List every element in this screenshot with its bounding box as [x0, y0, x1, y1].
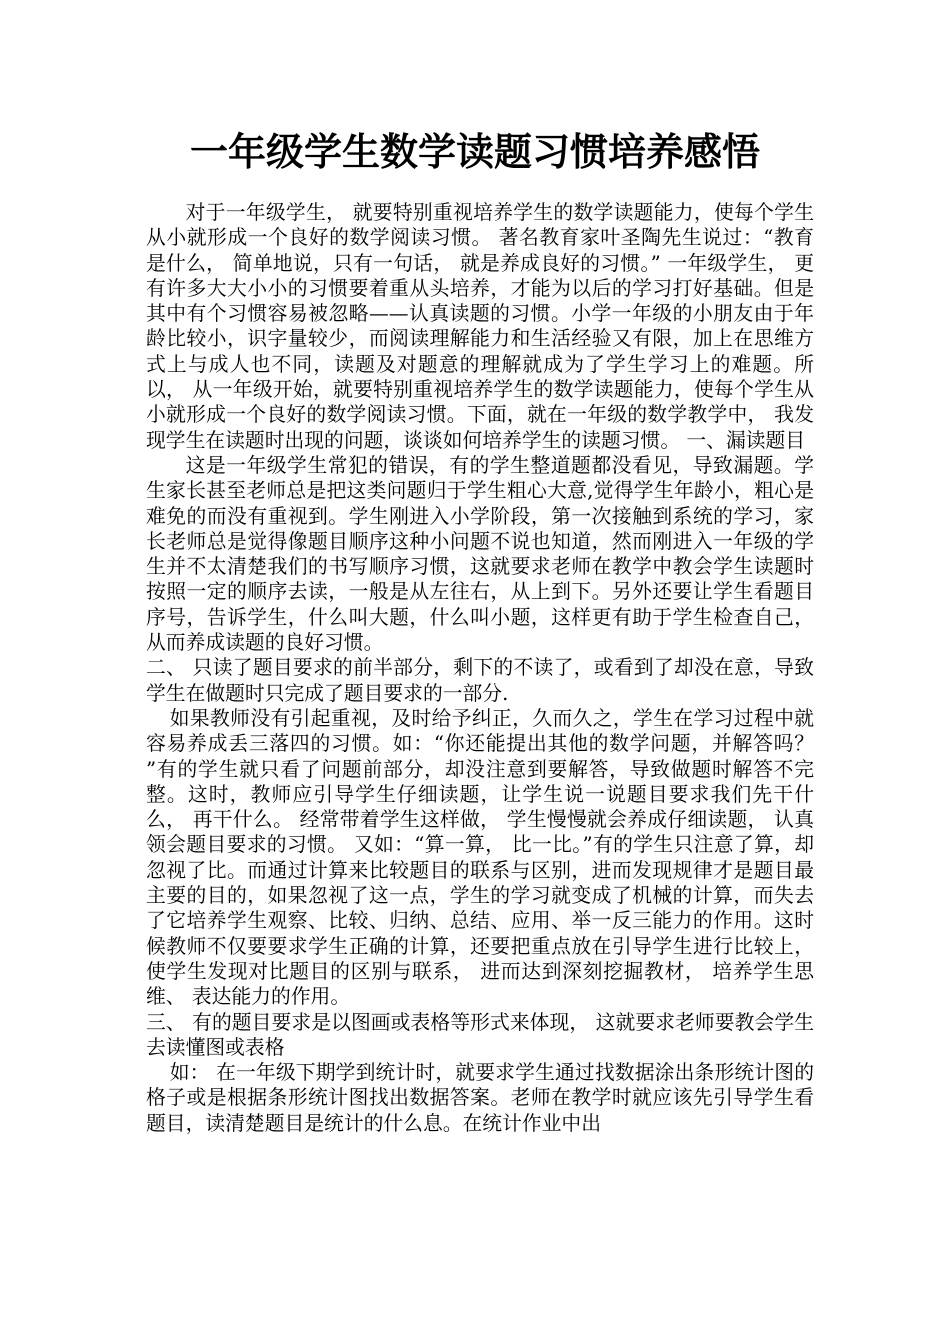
- paragraph-half-reading: 如果教师没有引起重视，及时给予纠正，久而久之，学生在学习过程中就容易养成丢三落四的习惯。如：“你还能提出其他的数学问题，并解答吗？ ”有的学生就只看了问题前部分，却没注意到要解答，导致做题时解答不完整。这时，教师应引导学生仔细读题，让学生说一说题目要求我们先干什么， 再干什么。 经常带着学生这样做， 学生慢慢就会养成仔细读题， 认真领会题目要求的习惯。 又如：“算一算， 比一比。”有的学生只注意了算，却忽视了比。而通过计算来比较题目的联系与区别，进而发现规律才是题目最主要的目的，如果忽视了这一点，学生的学习就变成了机械的计算，而失去了它培养学生观察、比较、归纳、总结、应用、举一反三能力的作用。这时候教师不仅要要求学生正确的计算，还要把重点放在引导学生进行比较上，使学生发现对比题目的区别与联系， 进而达到深刻挖掘教材， 培养学生思维、 表达能力的作用。: [146, 706, 814, 1009]
- paragraph-intro: 对于一年级学生， 就要特别重视培养学生的数学读题能力，使每个学生从小就形成一个良好的数学阅读习惯。 著名教育家叶圣陶先生说过：“教育是什么， 简单地说，只有一句话， 就是养成良好的习惯。” 一年级学生， 更有许多大大小小的习惯要着重从头培养，才能为以后的学习打好基础。但是其中有个习惯容易被忽略——认真读题的习惯。小学一年级的小朋友由于年龄比较小，识字量较少，而阅读理解能力和生活经验又有限，加上在思维方式上与成人也不同，读题及对题意的理解就成为了学生学习上的难题。所以， 从一年级开始，就要特别重视培养学生的数学读题能力，使每个学生从小就形成一个良好的数学阅读习惯。下面，就在一年级的数学教学中， 我发现学生在读题时出现的问题，谈谈如何培养学生的读题习惯。 一、漏读题目: [146, 201, 814, 452]
- paragraph-missed-reading: 这是一年级学生常犯的错误，有的学生整道题都没看见，导致漏题。学生家长甚至老师总是把这类问题归于学生粗心大意,觉得学生年龄小，粗心是难免的而没有重视到。学生刚进入小学阶段，第一次接触到系统的学习，家长老师总是觉得像题目顺序这种小问题不说也知道，然而刚进入一年级的学生并不太清楚我们的书写顺序习惯，这就要求老师在教学中教会学生读题时按照一定的顺序去读，一般是从左往右，从上到下。另外还要让学生看题目序号，告诉学生，什么叫大题，什么叫小题，这样更有助于学生检查自己，从而养成读题的良好习惯。: [146, 453, 814, 655]
- section-heading-two: 二、 只读了题目要求的前半部分，剩下的不读了，或看到了却没在意，导致学生在做题时只完成了题目要求的一部分.: [146, 656, 814, 705]
- section-heading-three: 三、 有的题目要求是以图画或表格等形式来体现， 这就要求老师要教会学生去读懂图或表格: [146, 1010, 814, 1059]
- paragraph-charts-tables: 如： 在一年级下期学到统计时，就要求学生通过找数据涂出条形统计图的格子或是根据条形统计图找出数据答案。老师在教学时就应该先引导学生看题目，读清楚题目是统计的什么息。在统计作业中出: [146, 1061, 814, 1135]
- document-body: [146, 200, 814, 1136]
- document-title: 一年级学生数学读题习惯培养感悟: [189, 129, 760, 174]
